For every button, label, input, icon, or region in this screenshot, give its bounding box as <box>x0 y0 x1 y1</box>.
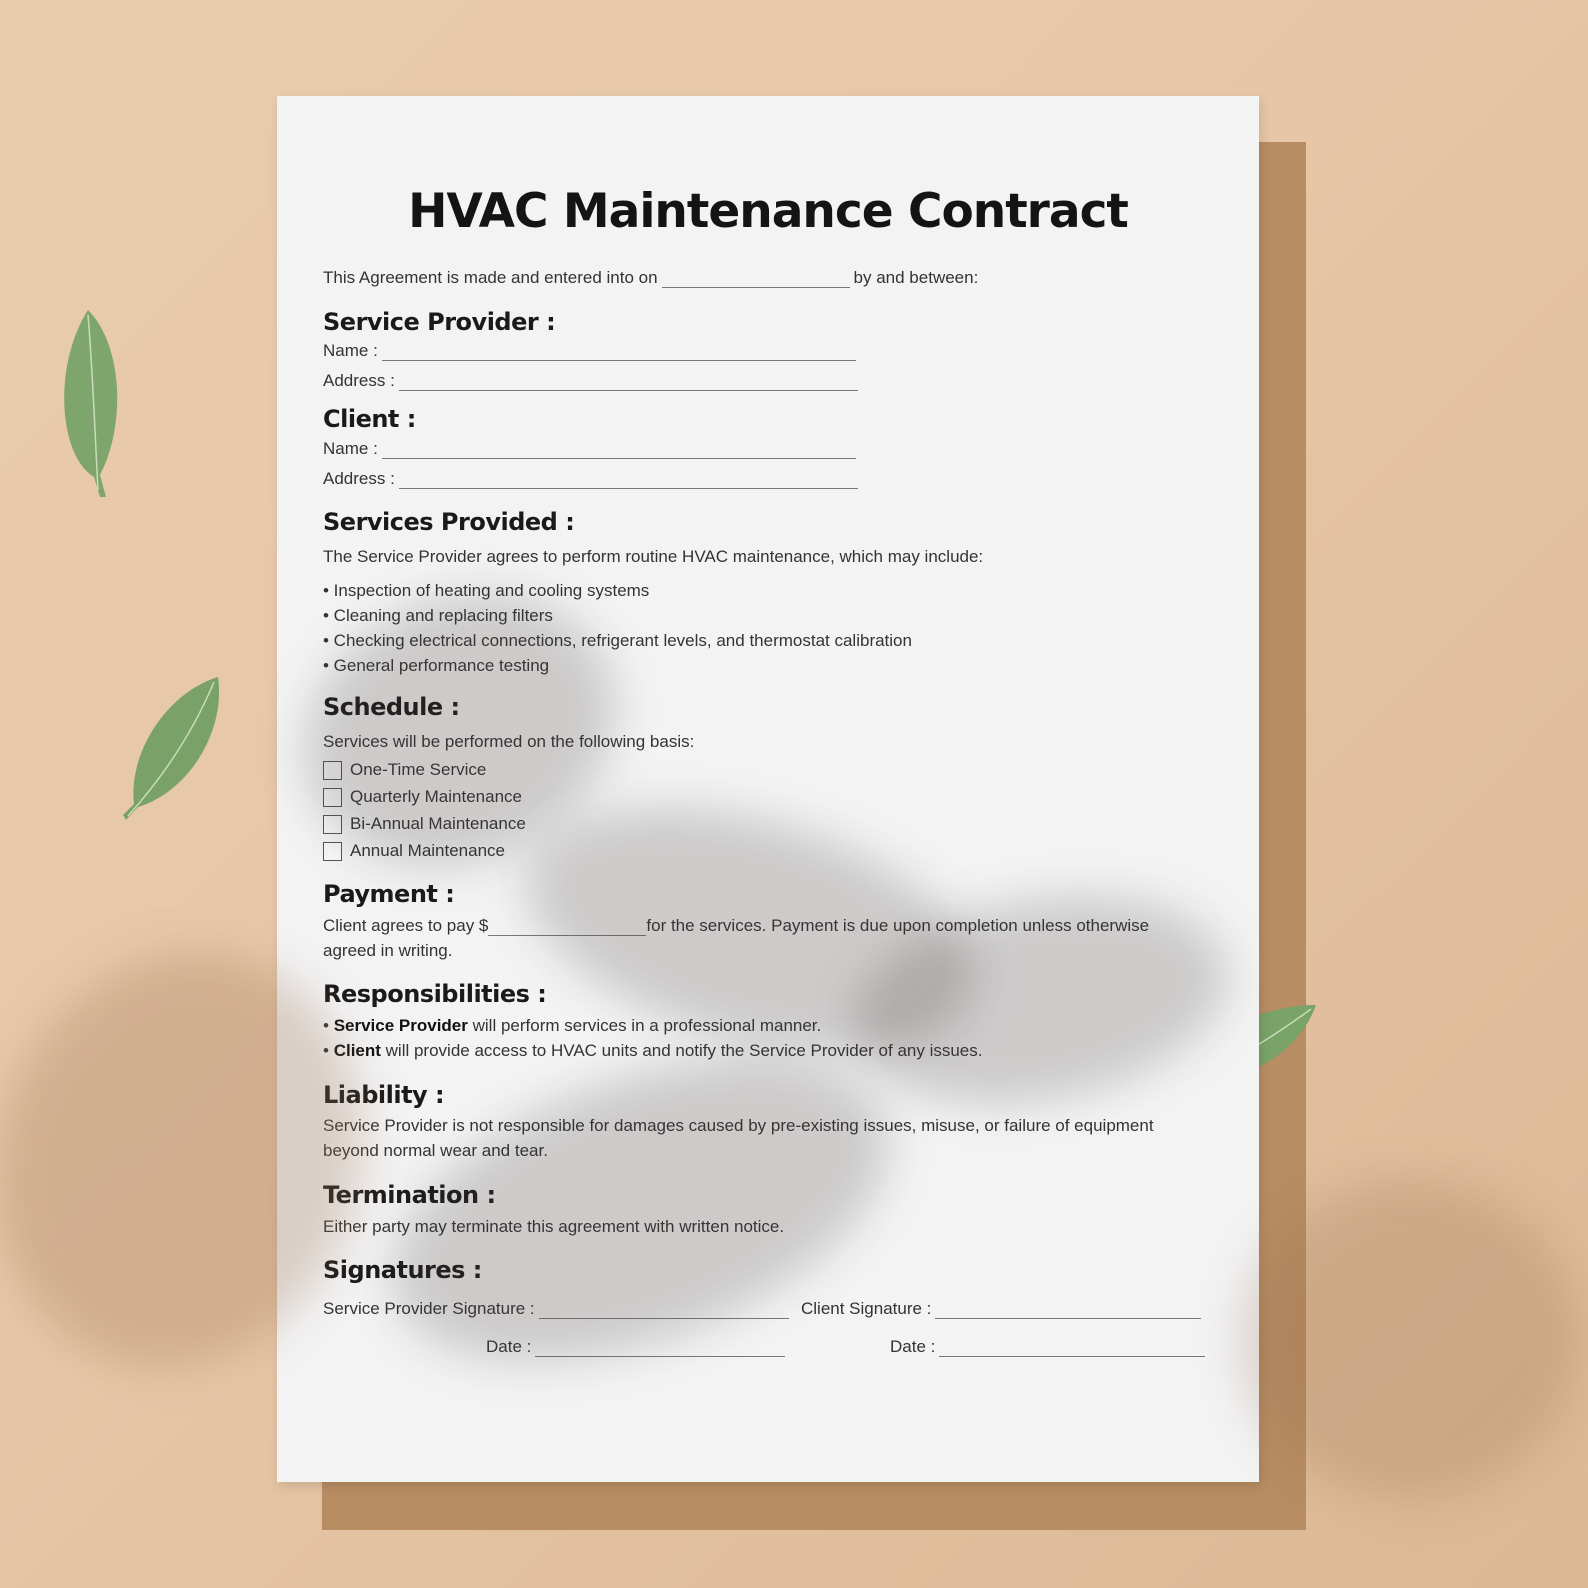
responsibility-text: will perform services in a professional manner. <box>467 1016 822 1035</box>
service-provider-address-field[interactable] <box>399 372 858 391</box>
schedule-intro: Services will be performed on the following basis: <box>323 732 695 751</box>
checkbox[interactable] <box>323 815 342 834</box>
payment-amount-field[interactable] <box>488 917 646 936</box>
client-address-row <box>323 469 858 489</box>
responsibilities-heading: Responsibilities : <box>323 980 547 1008</box>
client-date-label: Date : <box>890 1337 936 1356</box>
agreement-date-field[interactable] <box>662 269 850 288</box>
contract-content <box>323 96 1213 1482</box>
services-heading: Services Provided : <box>323 508 575 536</box>
provider-signature-row <box>323 1299 789 1319</box>
services-item: • Checking electrical connections, refrigerant levels, and thermostat calibration <box>323 631 912 650</box>
responsibility-item <box>323 1016 821 1036</box>
termination-text: Either party may terminate this agreement with written notice. <box>323 1217 785 1236</box>
client-name-row <box>323 439 856 459</box>
bullet-mark: • <box>323 1016 329 1035</box>
termination-heading: Termination : <box>323 1181 496 1209</box>
client-signature-field[interactable] <box>935 1300 1201 1319</box>
responsibility-party: Service Provider <box>333 1016 468 1035</box>
schedule-option-quarterly[interactable] <box>323 787 522 807</box>
intro-text-before: This Agreement is made and entered into on <box>323 268 658 287</box>
intro-line <box>323 268 978 288</box>
payment-text-before: Client agrees to pay $ <box>323 916 489 935</box>
client-signature-label: Client Signature : <box>801 1299 932 1318</box>
schedule-option-bi-annual[interactable] <box>323 814 526 834</box>
client-address-label: Address : <box>323 469 395 488</box>
schedule-option-one-time[interactable] <box>323 760 486 780</box>
service-provider-name-label: Name : <box>323 341 378 360</box>
schedule-option-label: Quarterly Maintenance <box>350 787 522 806</box>
services-item: • Inspection of heating and cooling systems <box>323 581 650 600</box>
client-name-label: Name : <box>323 439 378 458</box>
provider-date-field[interactable] <box>535 1338 785 1357</box>
client-heading: Client : <box>323 405 416 433</box>
client-signature-row <box>801 1299 1201 1319</box>
service-provider-heading: Service Provider : <box>323 308 556 336</box>
responsibility-party: Client <box>333 1041 381 1060</box>
payment-line-2: agreed in writing. <box>323 941 453 960</box>
checkbox[interactable] <box>323 788 342 807</box>
payment-text-after: for the services. Payment is due upon completion unless otherwise <box>646 916 1150 935</box>
liability-text: Service Provider is not responsible for damages caused by pre-existing issues, misuse, or failure of equipment beyond normal wear and tear. <box>323 1116 1154 1160</box>
intro-text-after: by and between: <box>853 268 979 287</box>
provider-date-row <box>486 1337 785 1357</box>
service-provider-address-row <box>323 371 858 391</box>
bullet-mark: • <box>323 1041 329 1060</box>
responsibility-text: will provide access to HVAC units and notify the Service Provider of any issues. <box>380 1041 983 1060</box>
client-address-field[interactable] <box>399 470 858 489</box>
leaf-top-left <box>48 305 128 500</box>
payment-line-1 <box>323 916 1149 936</box>
provider-signature-field[interactable] <box>539 1300 789 1319</box>
client-date-field[interactable] <box>939 1338 1205 1357</box>
services-item: • Cleaning and replacing filters <box>323 606 553 625</box>
liability-heading: Liability : <box>323 1081 445 1109</box>
service-provider-name-row <box>323 341 856 361</box>
signatures-heading: Signatures : <box>323 1256 482 1284</box>
leaf-middle-left <box>118 672 228 822</box>
schedule-option-label: Bi-Annual Maintenance <box>350 814 526 833</box>
contract-paper <box>277 96 1259 1482</box>
services-intro: The Service Provider agrees to perform routine HVAC maintenance, which may include: <box>323 547 984 566</box>
provider-date-label: Date : <box>486 1337 532 1356</box>
service-provider-name-field[interactable] <box>382 342 856 361</box>
service-provider-address-label: Address : <box>323 371 395 390</box>
provider-signature-label: Service Provider Signature : <box>323 1299 535 1318</box>
client-date-row <box>890 1337 1205 1357</box>
checkbox[interactable] <box>323 842 342 861</box>
schedule-option-label: One-Time Service <box>350 760 487 779</box>
schedule-option-label: Annual Maintenance <box>350 841 506 860</box>
schedule-option-annual[interactable] <box>323 841 505 861</box>
client-name-field[interactable] <box>382 440 856 459</box>
services-item: • General performance testing <box>323 656 550 675</box>
page-title: HVAC Maintenance Contract <box>408 184 1128 239</box>
payment-heading: Payment : <box>323 880 455 908</box>
schedule-heading: Schedule : <box>323 693 460 721</box>
responsibility-item <box>323 1041 983 1061</box>
checkbox[interactable] <box>323 761 342 780</box>
